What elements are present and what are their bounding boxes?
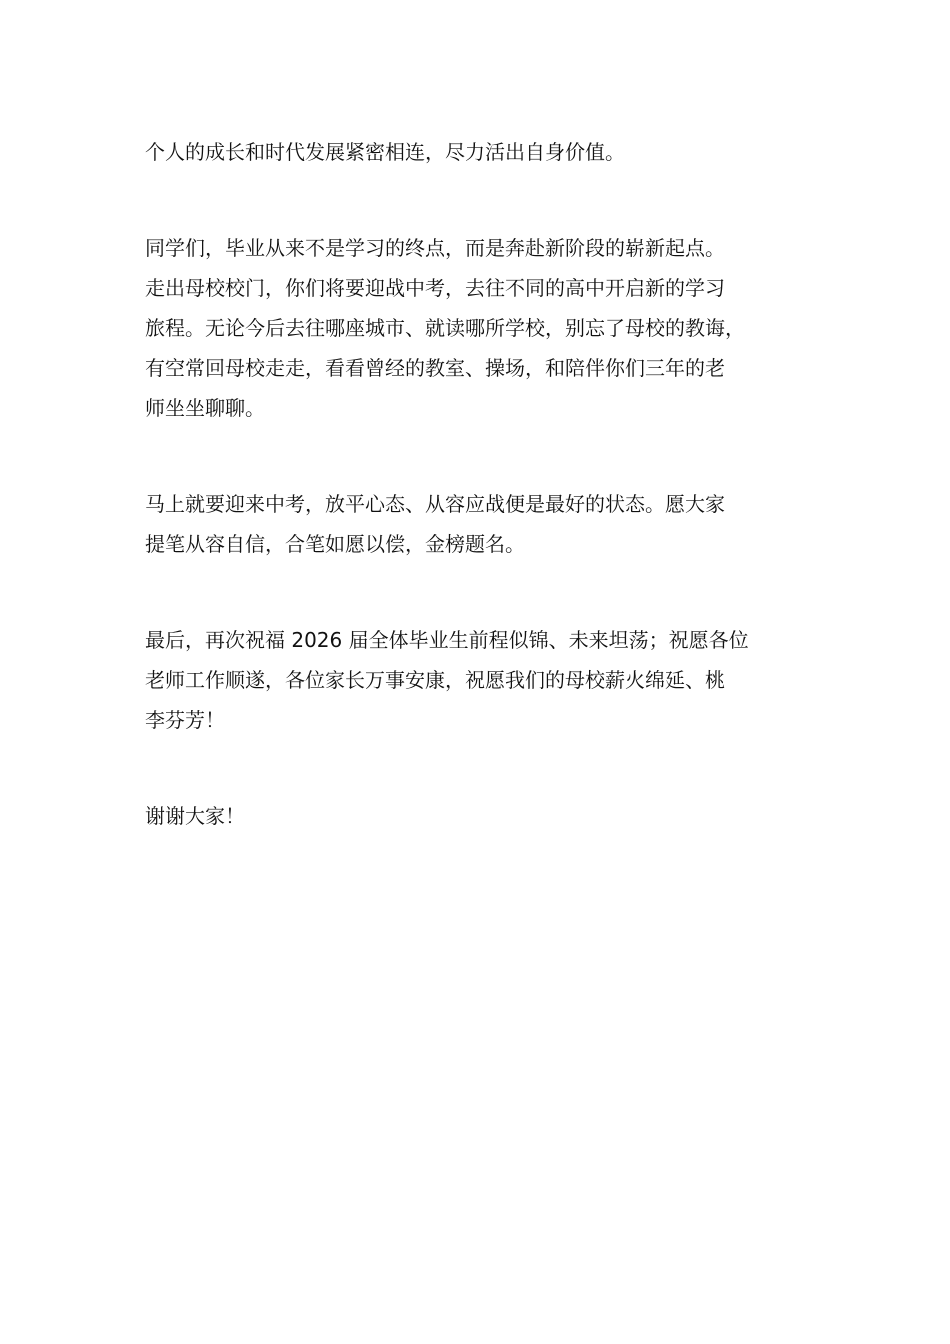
paragraph-blessing (145, 620, 845, 740)
paragraph-thanks (145, 796, 845, 836)
text-line: 最后，再次祝福 2026 届全体毕业生前程似锦、未来坦荡；祝愿各位 (145, 628, 749, 652)
paragraph-exam (145, 484, 845, 564)
paragraph-spacer (145, 428, 845, 484)
text-line: 个人的成长和时代发展紧密相连，尽力活出自身价值。 (145, 140, 625, 164)
paragraph-graduation (145, 228, 845, 428)
paragraph-personal-growth (145, 132, 845, 172)
text-line: 师坐坐聊聊。 (145, 396, 265, 420)
text-line: 有空常回母校走走，看看曾经的教室、操场，和陪伴你们三年的老 (145, 356, 725, 380)
text-line: 李芬芳！ (145, 708, 225, 732)
paragraph-spacer (145, 564, 845, 620)
text-line: 提笔从容自信，合笔如愿以偿，金榜题名。 (145, 532, 525, 556)
document-body (145, 132, 845, 836)
text-line: 谢谢大家！ (145, 804, 245, 828)
paragraph-spacer (145, 172, 845, 228)
text-line: 走出母校校门，你们将要迎战中考，去往不同的高中开启新的学习 (145, 276, 725, 300)
text-line: 旅程。无论今后去往哪座城市、就读哪所学校，别忘了母校的教诲， (145, 316, 745, 340)
paragraph-spacer (145, 740, 845, 796)
text-line: 马上就要迎来中考，放平心态、从容应战便是最好的状态。愿大家 (145, 492, 725, 516)
text-line: 同学们，毕业从来不是学习的终点，而是奔赴新阶段的崭新起点。 (145, 236, 725, 260)
text-line: 老师工作顺遂，各位家长万事安康，祝愿我们的母校薪火绵延、桃 (145, 668, 725, 692)
